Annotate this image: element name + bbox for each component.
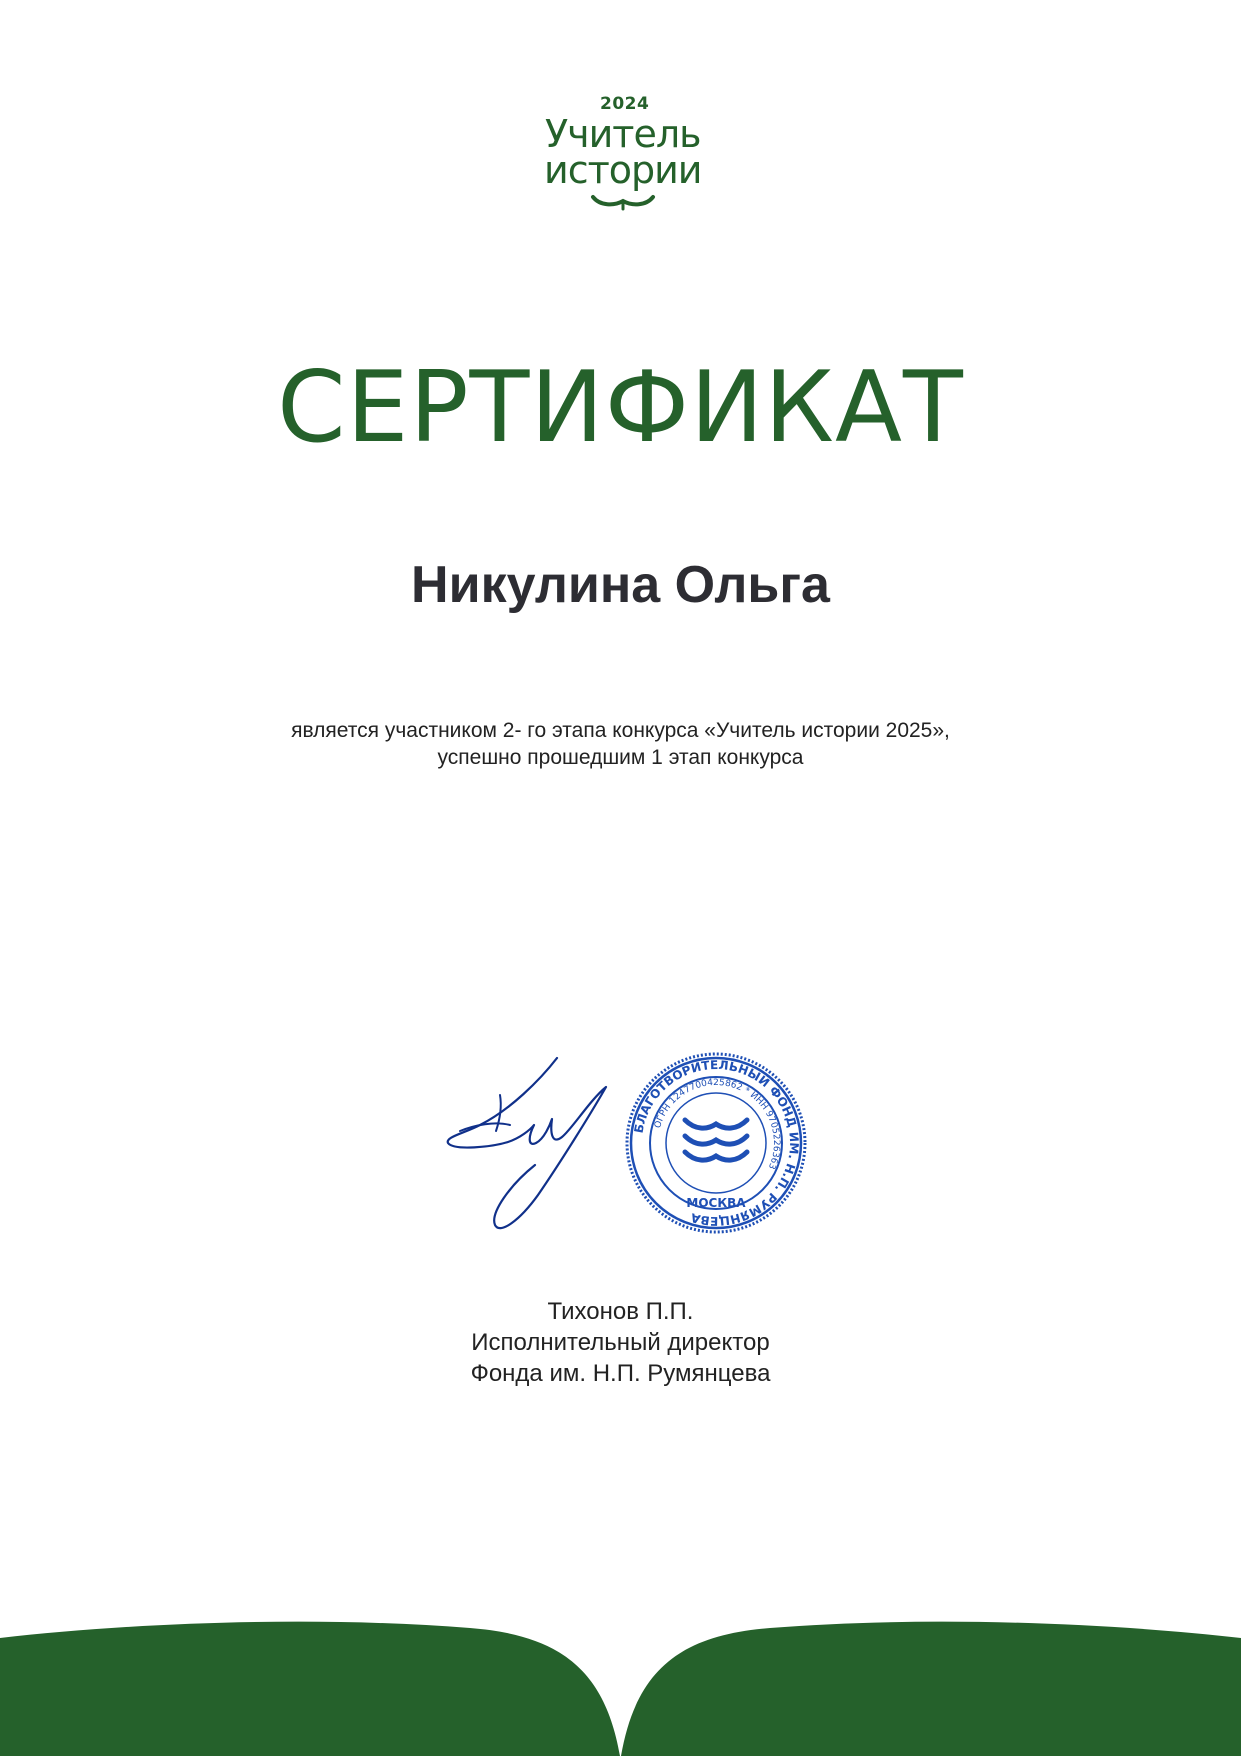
signer-organization: Фонда им. Н.П. Румянцева xyxy=(470,1360,771,1387)
contest-logo xyxy=(520,88,720,218)
description-line-2: успешно прошедшим 1 этап конкурса xyxy=(437,746,804,769)
open-book-icon xyxy=(590,192,656,212)
book-waves-icon xyxy=(685,1120,747,1160)
stamp-city: МОСКВА xyxy=(686,1196,746,1210)
certificate-description xyxy=(0,717,1241,771)
footer-book-wave xyxy=(0,1610,1241,1756)
certificate-title: СЕРТИФИКАТ xyxy=(277,351,964,465)
logo-year: 2024 xyxy=(600,94,650,114)
recipient-name: Никулина Ольга xyxy=(411,556,830,614)
signer-position: Исполнительный директор xyxy=(471,1329,770,1356)
description-line-1: является участником 2- го этапа конкурса «Учитель истории 2025», xyxy=(291,719,950,742)
stamp-outer-text: БЛАГОТВОРИТЕЛЬНЫЙ ФОНД ИМ. Н.П. РУМЯНЦЕВА xyxy=(631,1057,802,1229)
stamp-inner-text: ОГРН 1247700425862 * ИНН 9705226363 xyxy=(653,1077,782,1171)
foundation-stamp xyxy=(623,1050,809,1236)
signature-image xyxy=(440,1055,620,1235)
logo-line-2: истории xyxy=(544,148,702,192)
signer-block xyxy=(0,1296,1241,1389)
logo-line-1: Учитель xyxy=(545,112,701,156)
signer-name: Тихонов П.П. xyxy=(547,1298,694,1325)
